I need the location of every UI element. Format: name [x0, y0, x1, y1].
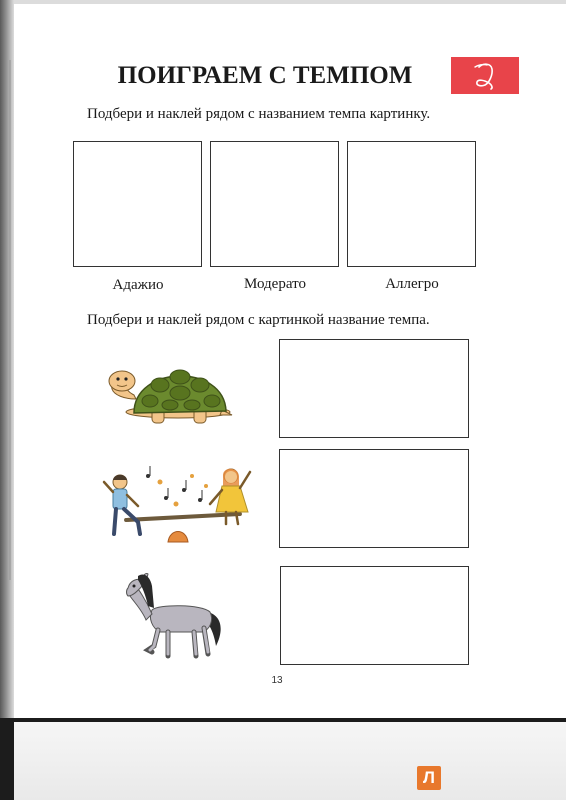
tempo-label-moderato: Модерато — [244, 276, 306, 292]
name-box-seesaw[interactable] — [279, 449, 469, 548]
binding-stitch — [9, 60, 11, 580]
binding-shadow — [0, 0, 14, 800]
page-top-edge — [14, 0, 566, 4]
name-box-horse[interactable] — [280, 566, 469, 665]
turtle-picture — [104, 355, 238, 429]
children-seesaw-picture — [98, 462, 256, 546]
sticker-box-adagio[interactable] — [73, 141, 202, 267]
tempo-label-allegro: Аллегро — [385, 276, 439, 292]
sticker-box-allegro[interactable] — [347, 141, 476, 267]
instruction-1: Подбери и наклей рядом с названием темпа картинку. — [87, 106, 431, 122]
name-box-turtle[interactable] — [279, 339, 469, 438]
page-title: ПОИГРАЕМ С ТЕМПОМ — [117, 62, 413, 89]
page-number: 13 — [271, 675, 283, 686]
store-logo-icon: Л — [417, 766, 441, 790]
instruction-2: Подбери и наклей рядом с картинкой название темпа. — [87, 312, 430, 328]
horse-picture — [124, 566, 228, 664]
next-page-edge — [14, 722, 566, 800]
letter-badge — [451, 57, 519, 94]
sticker-box-moderato[interactable] — [210, 141, 339, 267]
tempo-label-adagio: Адажио — [112, 277, 164, 293]
cursive-letter-icon — [465, 61, 505, 91]
